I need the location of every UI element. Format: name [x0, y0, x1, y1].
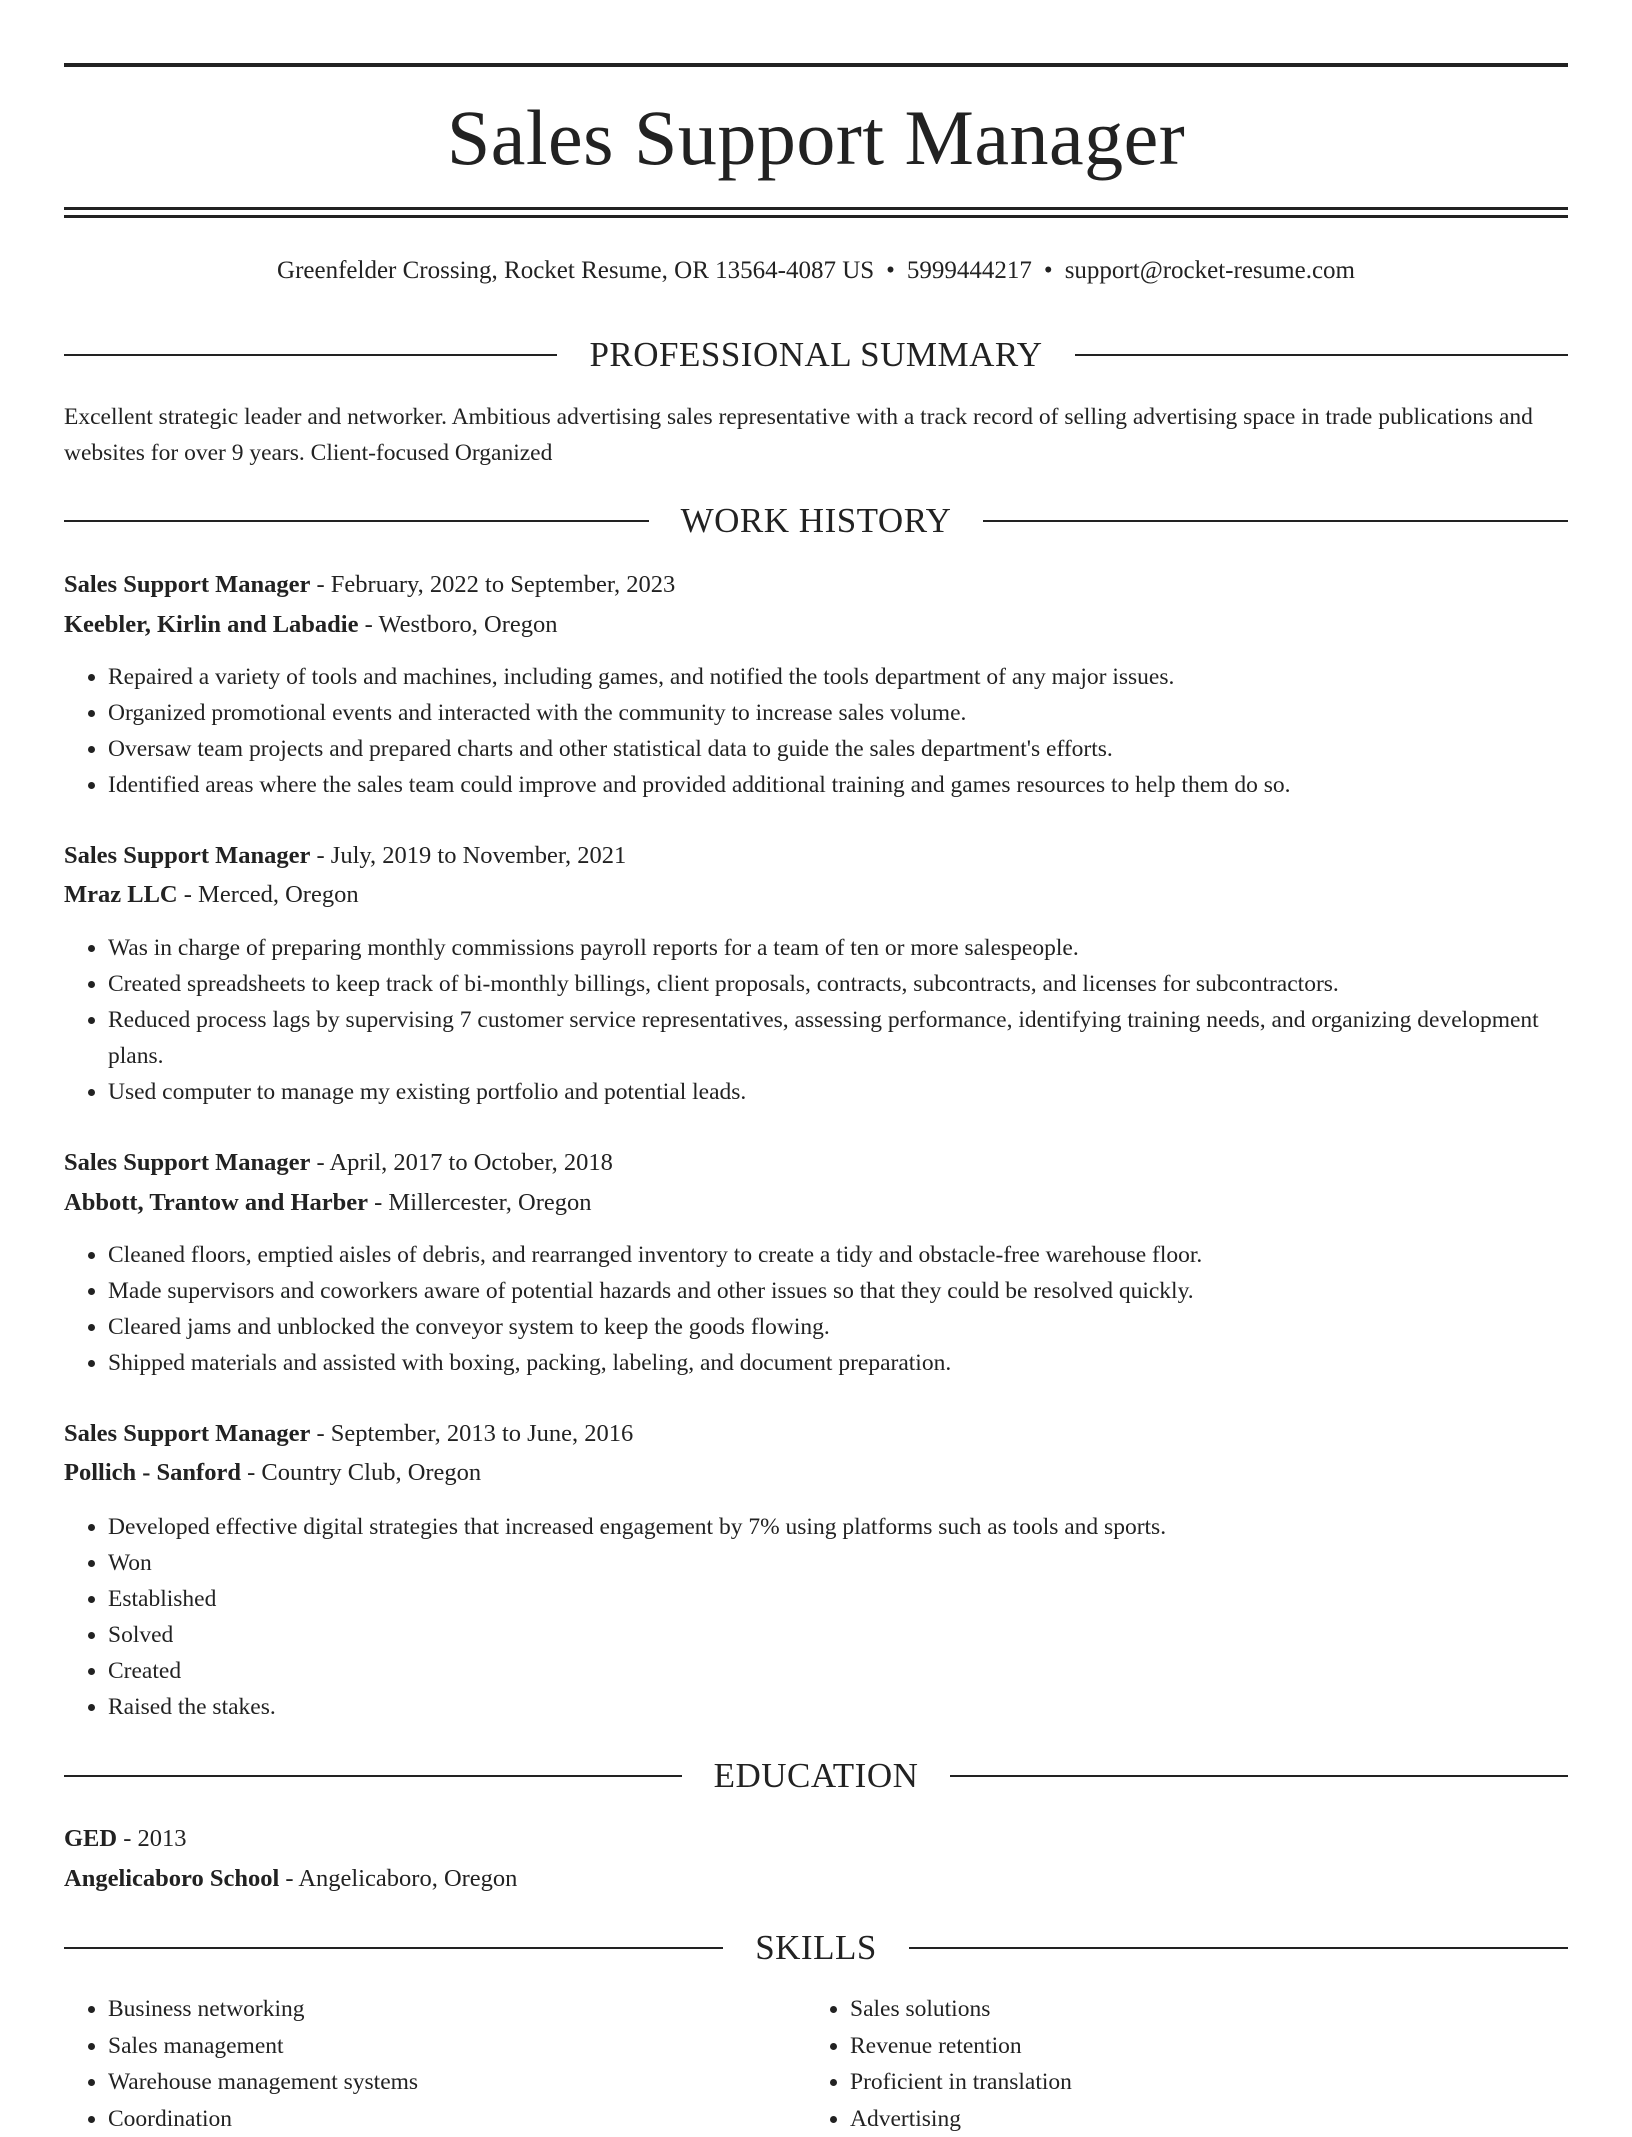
job-bullet: • Oversaw team projects and prepared charts and other statistical data to guide the sales department's efforts.	[108, 731, 1568, 767]
job-bullets	[64, 659, 1568, 803]
job-role: Sales Support Manager	[64, 1420, 310, 1447]
job-location: - Westboro, Oregon	[359, 611, 558, 638]
section-rule-right	[983, 520, 1568, 522]
summary-text: Excellent strategic leader and networker. Ambitious advertising sales representative with a track record of selling advertising space in trade publications and websites for over 9 years. Client-focused Organized	[64, 399, 1568, 471]
section-header-work-history	[64, 499, 1568, 543]
header-bottom-rule-second	[64, 215, 1568, 218]
contact-separator: •	[1044, 254, 1053, 288]
job-bullet: • Made supervisors and coworkers aware of potential hazards and other issues so that they could be resolved quickly.	[108, 1273, 1568, 1309]
job-location: - Millercester, Oregon	[368, 1189, 592, 1216]
job-bullet: • Organized promotional events and interacted with the community to increase sales volume.	[108, 695, 1568, 731]
job-role: Sales Support Manager	[64, 842, 310, 869]
skill-item: • Revenue retention	[850, 2028, 1550, 2065]
job-bullet: • Solved	[108, 1617, 1568, 1653]
contact-line	[64, 254, 1568, 288]
contact-separator: •	[886, 254, 895, 288]
job-bullets	[64, 1509, 1568, 1725]
job-bullet: • Shipped materials and assisted with boxing, packing, labeling, and document preparation.	[108, 1345, 1568, 1381]
job-dates: - July, 2019 to November, 2021	[310, 842, 626, 869]
job-company-line	[64, 1185, 1568, 1221]
section-title: WORK HISTORY	[649, 499, 984, 543]
job-location: - Merced, Oregon	[178, 881, 359, 908]
section-rule-left	[64, 354, 557, 356]
job-bullet: • Raised the stakes.	[108, 1689, 1568, 1725]
section-title: SKILLS	[723, 1926, 909, 1970]
job-company-line	[64, 1455, 1568, 1491]
section-rule-right	[909, 1947, 1568, 1949]
education-degree-line	[64, 1821, 1568, 1857]
job-bullets	[64, 930, 1568, 1110]
job-bullet: • Created	[108, 1653, 1568, 1689]
job-title-line	[64, 1145, 1568, 1181]
job-company: Pollich - Sanford	[64, 1459, 241, 1486]
section-header-skills	[64, 1926, 1568, 1970]
job-company: Mraz LLC	[64, 881, 178, 908]
job-role: Sales Support Manager	[64, 1149, 310, 1176]
section-rule-right	[1075, 354, 1568, 356]
job-bullet: • Repaired a variety of tools and machines, including games, and notified the tools department of any major issues.	[108, 659, 1568, 695]
skill-item: • Advertising	[850, 2101, 1550, 2137]
education-school: Angelicaboro School	[64, 1865, 279, 1892]
job-bullet: • Identified areas where the sales team could improve and provided additional training and games resources to help them do so.	[108, 767, 1568, 803]
job-bullet: • Was in charge of preparing monthly commissions payroll reports for a team of ten or more salespeople.	[108, 930, 1568, 966]
education-location: - Angelicaboro, Oregon	[279, 1865, 517, 1892]
job-bullet: • Established	[108, 1581, 1568, 1617]
job-dates: - February, 2022 to September, 2023	[310, 571, 675, 598]
skill-item: • Sales solutions	[850, 1991, 1550, 2028]
job-title-line	[64, 1416, 1568, 1452]
education-year: - 2013	[117, 1825, 186, 1852]
skill-item: • Coordination	[108, 2101, 808, 2137]
education-school-line	[64, 1861, 1568, 1897]
section-title: EDUCATION	[682, 1754, 951, 1798]
section-rule-right	[950, 1775, 1568, 1777]
header-bottom-rule	[64, 207, 1568, 210]
job-title-line	[64, 838, 1568, 874]
job-title-line	[64, 567, 1568, 603]
skill-item: • Warehouse management systems	[108, 2064, 808, 2101]
job-company: Abbott, Trantow and Harber	[64, 1189, 368, 1216]
resume-name: Sales Support Manager	[64, 82, 1568, 194]
section-header-education	[64, 1754, 1568, 1798]
job-bullet: • Cleared jams and unblocked the conveyor system to keep the goods flowing.	[108, 1309, 1568, 1345]
skills-list-right	[806, 1991, 1550, 2137]
skills-list-left	[64, 1991, 808, 2137]
job-company-line	[64, 607, 1568, 643]
job-bullet: • Won	[108, 1545, 1568, 1581]
job-dates: - September, 2013 to June, 2016	[310, 1420, 633, 1447]
section-rule-left	[64, 1775, 682, 1777]
job-dates: - April, 2017 to October, 2018	[310, 1149, 613, 1176]
job-bullets	[64, 1237, 1568, 1381]
job-company: Keebler, Kirlin and Labadie	[64, 611, 359, 638]
job-bullet: • Reduced process lags by supervising 7 customer service representatives, assessing performance, identifying training needs, and organizing development plans.	[108, 1002, 1568, 1074]
section-rule-left	[64, 1947, 723, 1949]
skill-item: • Sales management	[108, 2028, 808, 2065]
job-bullet: • Developed effective digital strategies that increased engagement by 7% using platforms such as tools and sports.	[108, 1509, 1568, 1545]
education-degree: GED	[64, 1825, 117, 1852]
job-location: - Country Club, Oregon	[241, 1459, 481, 1486]
contact-address: Greenfelder Crossing, Rocket Resume, OR 13564-4087 US	[277, 257, 874, 284]
job-bullet: • Cleaned floors, emptied aisles of debris, and rearranged inventory to create a tidy and obstacle-free warehouse floor.	[108, 1237, 1568, 1273]
job-bullet: • Created spreadsheets to keep track of bi-monthly billings, client proposals, contracts, subcontracts, and licenses for subcontractors.	[108, 966, 1568, 1002]
contact-phone: 5999444217	[907, 257, 1032, 284]
section-rule-left	[64, 520, 649, 522]
job-bullet: • Used computer to manage my existing portfolio and potential leads.	[108, 1074, 1568, 1110]
section-header-summary	[64, 333, 1568, 377]
contact-email[interactable]: support@rocket-resume.com	[1065, 257, 1355, 284]
skill-item: • Business networking	[108, 1991, 808, 2028]
header-top-rule	[64, 63, 1568, 67]
section-title: PROFESSIONAL SUMMARY	[557, 333, 1074, 377]
skill-item: • Proficient in translation	[850, 2064, 1550, 2101]
job-role: Sales Support Manager	[64, 571, 310, 598]
job-company-line	[64, 877, 1568, 913]
